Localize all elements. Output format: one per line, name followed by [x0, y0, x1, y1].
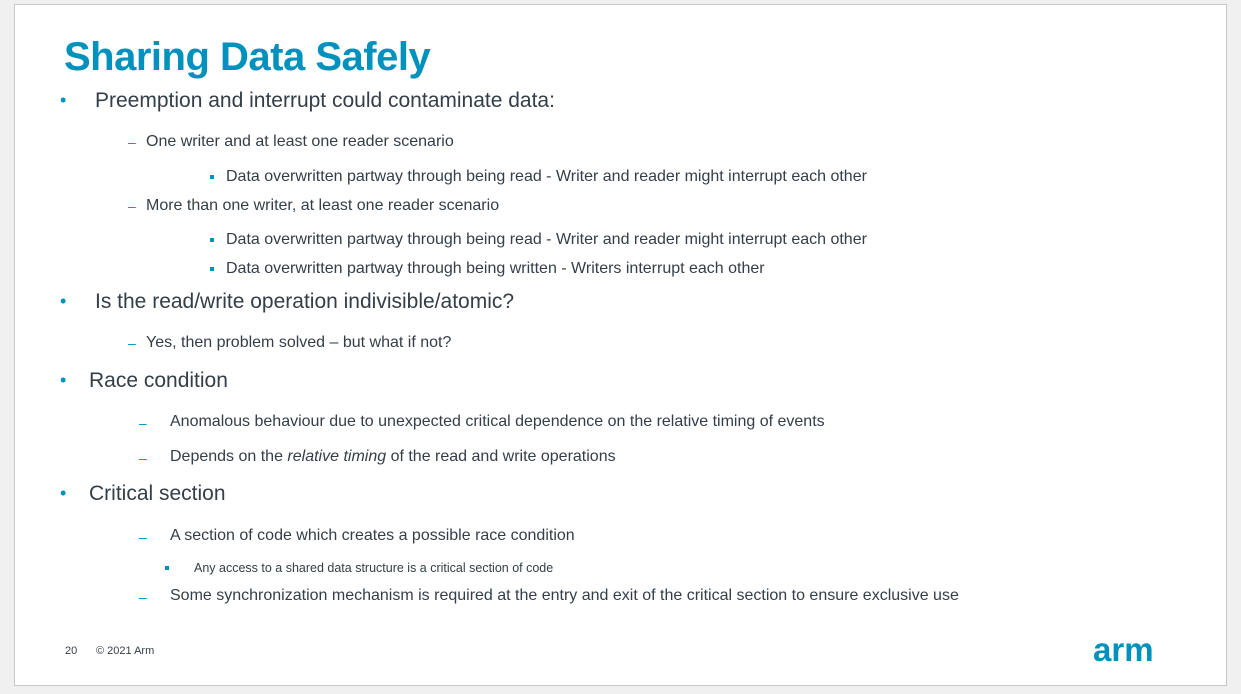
bullet-text: Is the read/write operation indivisible/atomic?	[95, 290, 515, 313]
bullet-text: Race condition	[89, 369, 228, 392]
arm-logo	[1093, 629, 1175, 672]
slide	[14, 4, 1227, 686]
bullet-icon: •	[60, 90, 67, 110]
sub-bullet-text	[170, 448, 616, 466]
sub-bullet-text: A section of code which creates a possible race condition	[170, 527, 575, 544]
text-segment: Depends on the	[170, 448, 288, 465]
dash-icon: –	[128, 335, 136, 351]
emphasized-text: relative timing	[287, 448, 387, 465]
square-bullet-icon	[210, 267, 214, 271]
text-segment: of the read and write operations	[386, 448, 616, 465]
sub-sub-bullet-text: Data overwritten partway through being read - Writer and reader might interrupt each other	[226, 231, 867, 248]
sub-bullet-text: One writer and at least one reader scenario	[146, 133, 454, 150]
sub-bullet-text: Yes, then problem solved – but what if not?	[146, 334, 452, 351]
copyright: © 2021 Arm	[96, 645, 155, 657]
sub-sub-bullet-text: Data overwritten partway through being read - Writer and reader might interrupt each other	[226, 168, 867, 185]
dash-icon: –	[128, 134, 136, 150]
sub-bullet-text: More than one writer, at least one reader scenario	[146, 197, 500, 214]
dash-icon: –	[139, 529, 147, 545]
bullet-icon: •	[60, 291, 67, 311]
bullet-text: Critical section	[89, 482, 226, 505]
page-number: 20	[65, 645, 78, 657]
logo-text: arm	[1093, 631, 1154, 667]
sub-sub-bullet-text: Any access to a shared data structure is a critical section of code	[194, 561, 554, 575]
dash-icon: –	[139, 589, 147, 605]
dash-icon: –	[128, 198, 136, 214]
bullet-text: Preemption and interrupt could contaminate data:	[95, 89, 555, 112]
bullet-icon: •	[60, 483, 67, 503]
square-bullet-icon	[210, 175, 214, 179]
slide-title: Sharing Data Safely	[64, 35, 431, 79]
sub-bullet-text: Anomalous behaviour due to unexpected critical dependence on the relative timing of events	[170, 413, 825, 430]
bullet-icon: •	[60, 370, 67, 390]
square-bullet-icon	[165, 566, 169, 570]
sub-sub-bullet-text: Data overwritten partway through being written - Writers interrupt each other	[226, 260, 765, 277]
dash-icon: –	[139, 415, 147, 431]
square-bullet-icon	[210, 238, 214, 242]
sub-bullet-text: Some synchronization mechanism is required at the entry and exit of the critical section to ensure exclusive use	[170, 587, 959, 604]
dash-icon: –	[139, 450, 147, 466]
